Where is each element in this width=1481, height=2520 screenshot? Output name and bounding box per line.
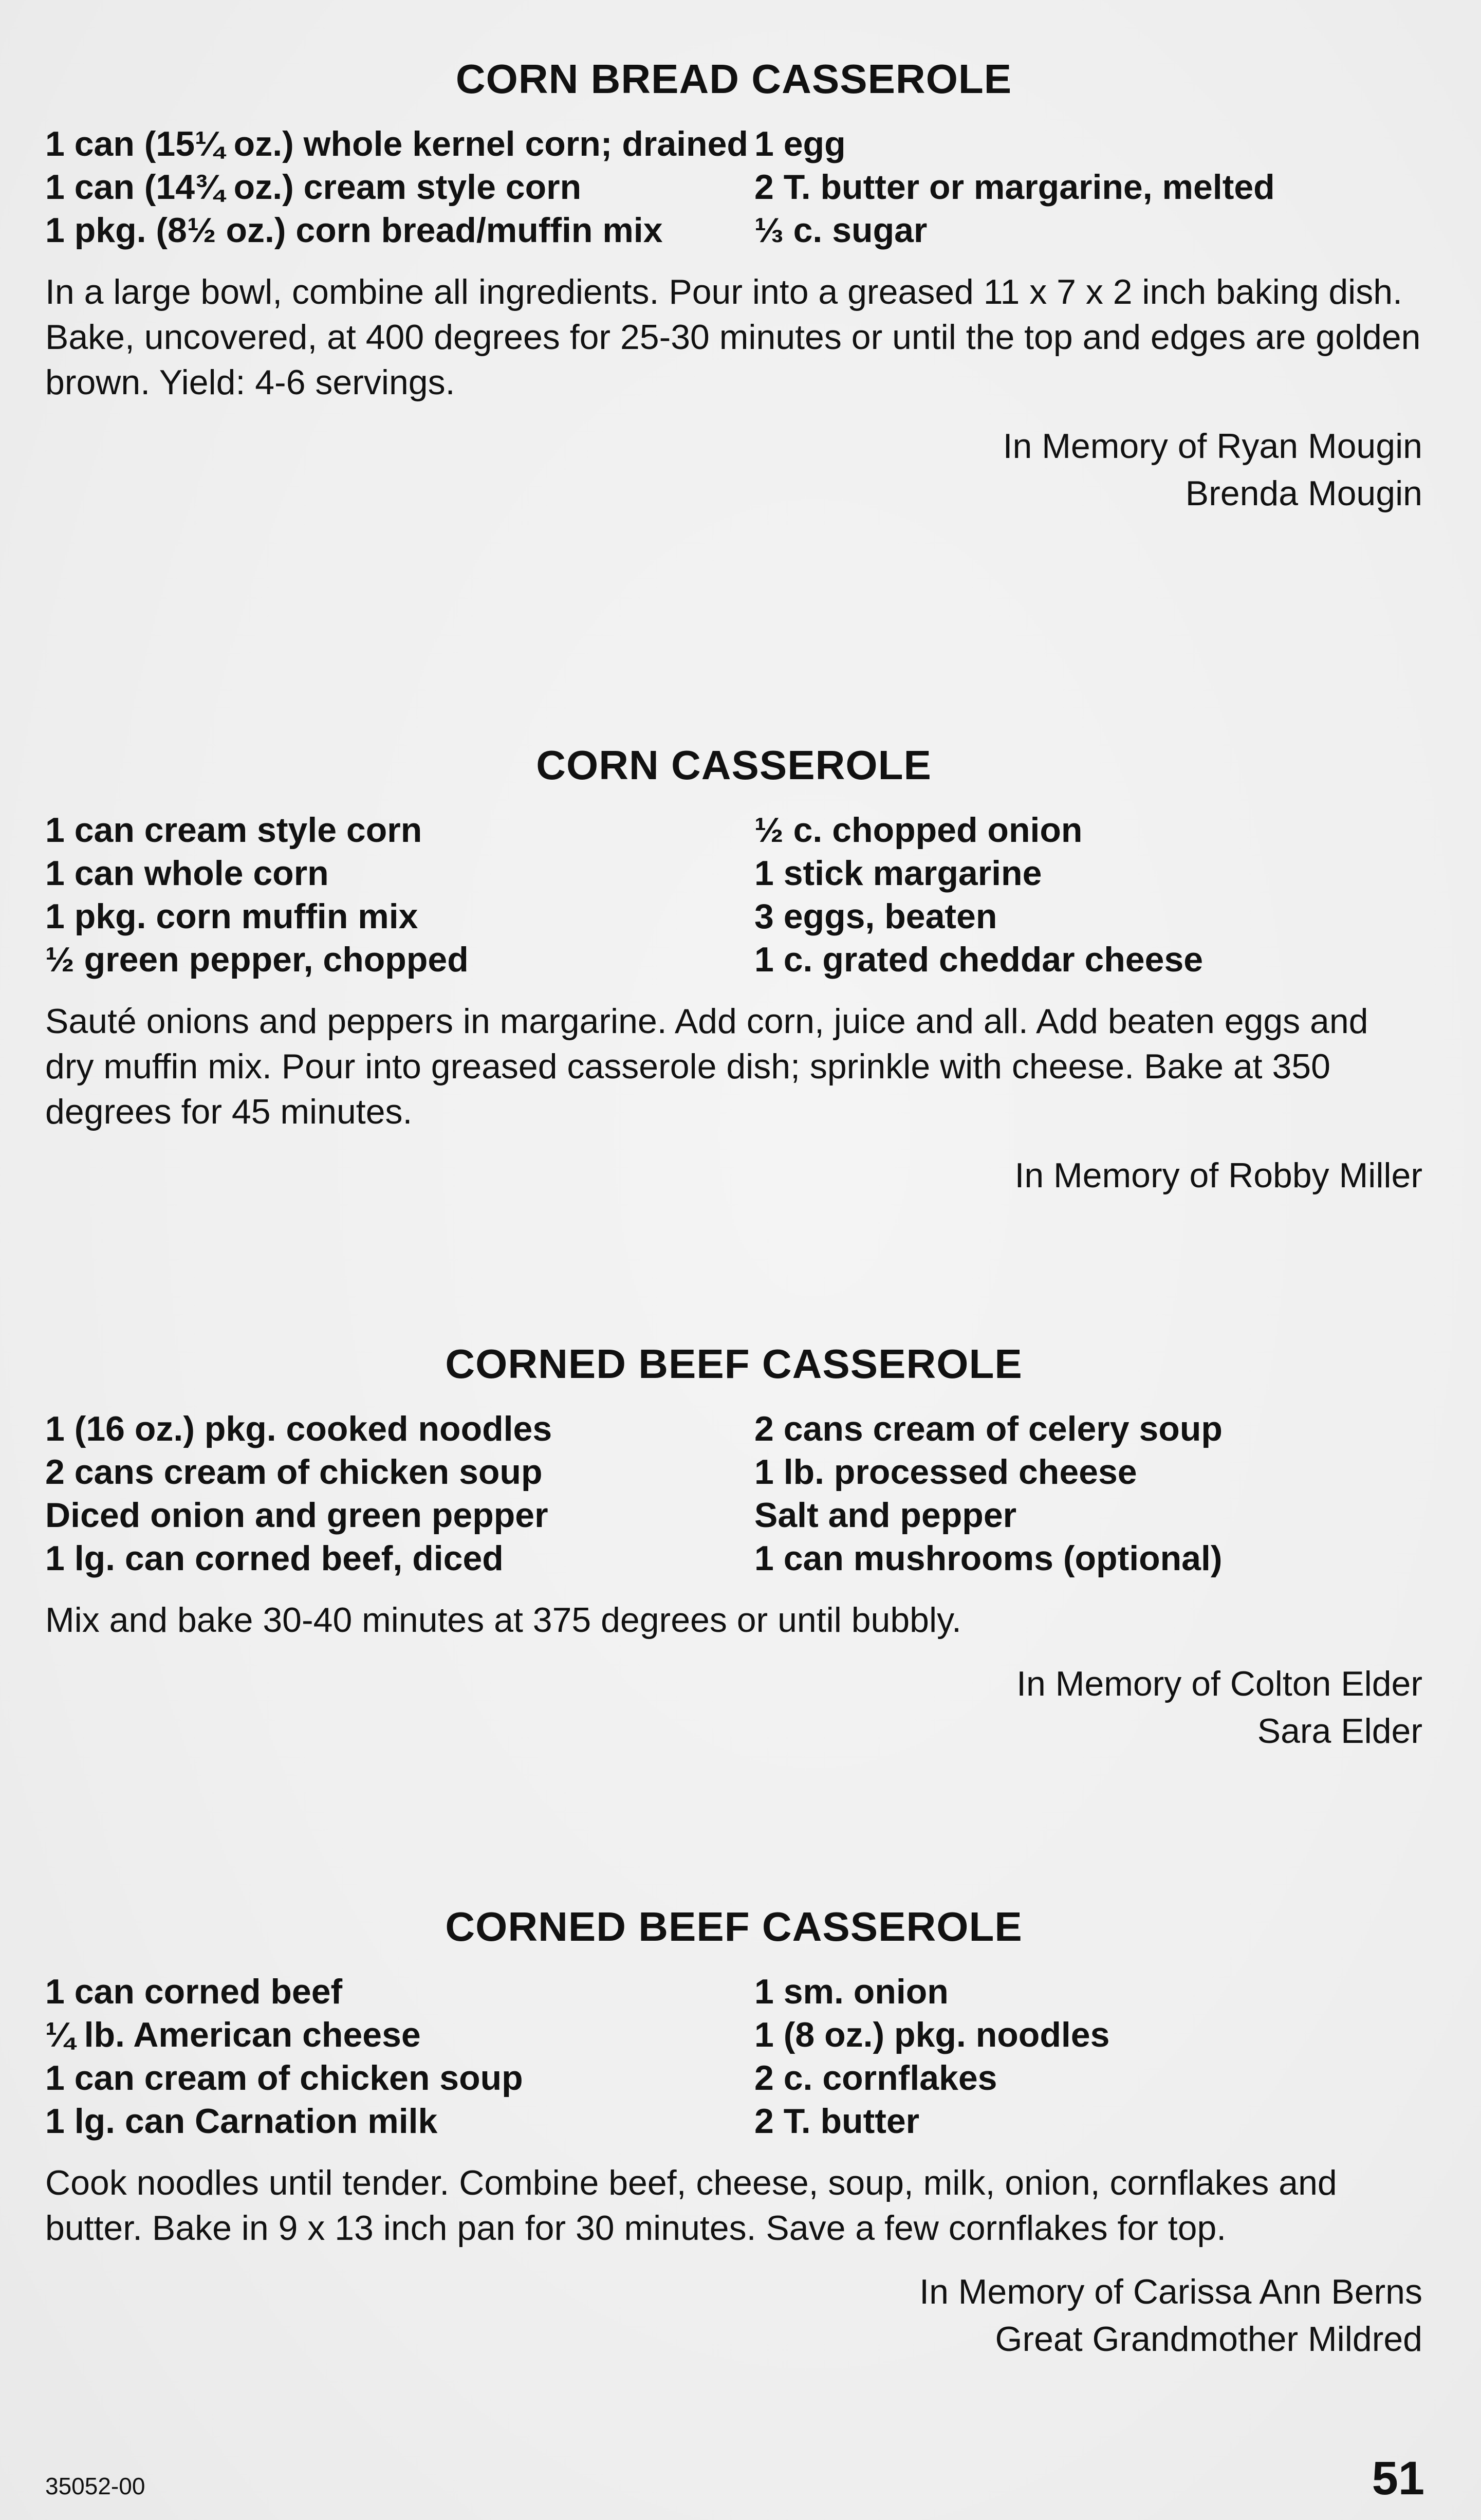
- ingredient: 2 T. butter or margarine, melted: [754, 168, 1275, 207]
- recipe-instructions: Cook noodles until tender. Combine beef, cheese, soup, milk, onion, cornflakes and butter. Bake in 9 x 13 inch pan for 30 minutes. Save a few cornflakes for top.: [45, 2163, 1337, 2248]
- recipe-instructions: Sauté onions and peppers in margarine. Add corn, juice and all. Add beaten eggs and dry muffin mix. Pour into greased casserole dish; sprinkle with cheese. Bake at 350 degrees for 45 minutes.: [45, 1002, 1368, 1131]
- ingredient: ½ c. chopped onion: [754, 811, 1083, 850]
- recipe-credits: [45, 1660, 1422, 1755]
- ingredient: Diced onion and green pepper: [45, 1496, 548, 1535]
- ingredient-column-right: [754, 1970, 1422, 2143]
- ingredient: 1 can (15¼ oz.) whole kernel corn; drained: [45, 124, 748, 163]
- ingredient-list: [45, 1970, 1422, 2143]
- recipe-corned-beef-casserole-2: [45, 1904, 1422, 2363]
- ingredient: 1 can mushrooms (optional): [754, 1539, 1223, 1578]
- ingredient: 2 c. cornflakes: [754, 2058, 997, 2098]
- ingredient: ½ green pepper, chopped: [45, 940, 469, 979]
- ingredient: 1 c. grated cheddar cheese: [754, 940, 1204, 979]
- memorial-line: In Memory of Robby Miller: [1014, 1156, 1422, 1195]
- ingredient-list: [45, 808, 1422, 981]
- ingredient: 1 stick margarine: [754, 854, 1042, 893]
- ingredient: 1 lg. can corned beef, diced: [45, 1539, 504, 1578]
- recipe-corn-bread-casserole: [45, 57, 1422, 517]
- memorial-line: In Memory of Carissa Ann Berns: [919, 2272, 1422, 2311]
- recipe-corned-beef-casserole-1: [45, 1341, 1422, 1755]
- ingredient: 1 pkg. corn muffin mix: [45, 897, 418, 936]
- ingredient-column-left: [45, 808, 754, 981]
- recipe-credits: [45, 422, 1422, 517]
- recipe-title: CORNED BEEF CASSEROLE: [445, 1341, 1023, 1387]
- ingredient: 1 can (14¾ oz.) cream style corn: [45, 168, 582, 207]
- ingredient: 1 (16 oz.) pkg. cooked noodles: [45, 1409, 552, 1448]
- ingredient: 1 (8 oz.) pkg. noodles: [754, 2015, 1110, 2054]
- recipe-title: CORN CASSEROLE: [536, 742, 932, 788]
- ingredient-column-left: [45, 1407, 754, 1580]
- ingredient: 1 egg: [754, 124, 846, 163]
- ingredient: 2 T. butter: [754, 2102, 920, 2141]
- ingredient-list: [45, 122, 1422, 252]
- memorial-line: In Memory of Ryan Mougin: [1003, 427, 1422, 466]
- ingredient: 1 lg. can Carnation milk: [45, 2102, 438, 2141]
- ingredient: 1 can corned beef: [45, 1972, 343, 2011]
- contributor-name: Brenda Mougin: [1185, 474, 1422, 513]
- ingredient-column-left: [45, 122, 754, 252]
- recipe-credits: [45, 1152, 1422, 1199]
- recipe-title: CORN BREAD CASSEROLE: [455, 56, 1012, 102]
- recipe-instructions: Mix and bake 30-40 minutes at 375 degrees or until bubbly.: [45, 1601, 961, 1640]
- ingredient-list: [45, 1407, 1422, 1580]
- ingredient: ¼ lb. American cheese: [45, 2015, 421, 2054]
- ingredient: 1 can cream of chicken soup: [45, 2058, 523, 2098]
- recipe-title: CORNED BEEF CASSEROLE: [445, 1904, 1023, 1949]
- recipe-credits: [45, 2268, 1422, 2363]
- ingredient-column-right: [754, 808, 1422, 981]
- page-number: 51: [1372, 2452, 1424, 2505]
- ingredient: 3 eggs, beaten: [754, 897, 997, 936]
- ingredient: ⅓ c. sugar: [754, 211, 928, 250]
- ingredient: 1 lb. processed cheese: [754, 1452, 1137, 1492]
- ingredient-column-left: [45, 1970, 754, 2143]
- ingredient: 2 cans cream of celery soup: [754, 1409, 1223, 1448]
- print-code: 35052-00: [45, 2473, 145, 2499]
- ingredient: 1 sm. onion: [754, 1972, 949, 2011]
- ingredient: 1 can whole corn: [45, 854, 329, 893]
- memorial-line: In Memory of Colton Elder: [1016, 1664, 1422, 1703]
- ingredient: Salt and pepper: [754, 1496, 1017, 1535]
- recipe-instructions: In a large bowl, combine all ingredients. Pour into a greased 11 x 7 x 2 inch baking dish. Bake, uncovered, at 400 degrees for 25-30 minutes or until the top and edges are golden brown. Yield: 4-6 servings.: [45, 272, 1421, 402]
- ingredient-column-right: [754, 1407, 1422, 1580]
- contributor-name: Sara Elder: [1257, 1712, 1422, 1751]
- ingredient-column-right: [754, 122, 1422, 252]
- ingredient: 1 pkg. (8½ oz.) corn bread/muffin mix: [45, 211, 663, 250]
- ingredient: 1 can cream style corn: [45, 811, 422, 850]
- ingredient: 2 cans cream of chicken soup: [45, 1452, 543, 1492]
- contributor-name: Great Grandmother Mildred: [995, 2320, 1422, 2359]
- recipe-corn-casserole: [45, 743, 1422, 1199]
